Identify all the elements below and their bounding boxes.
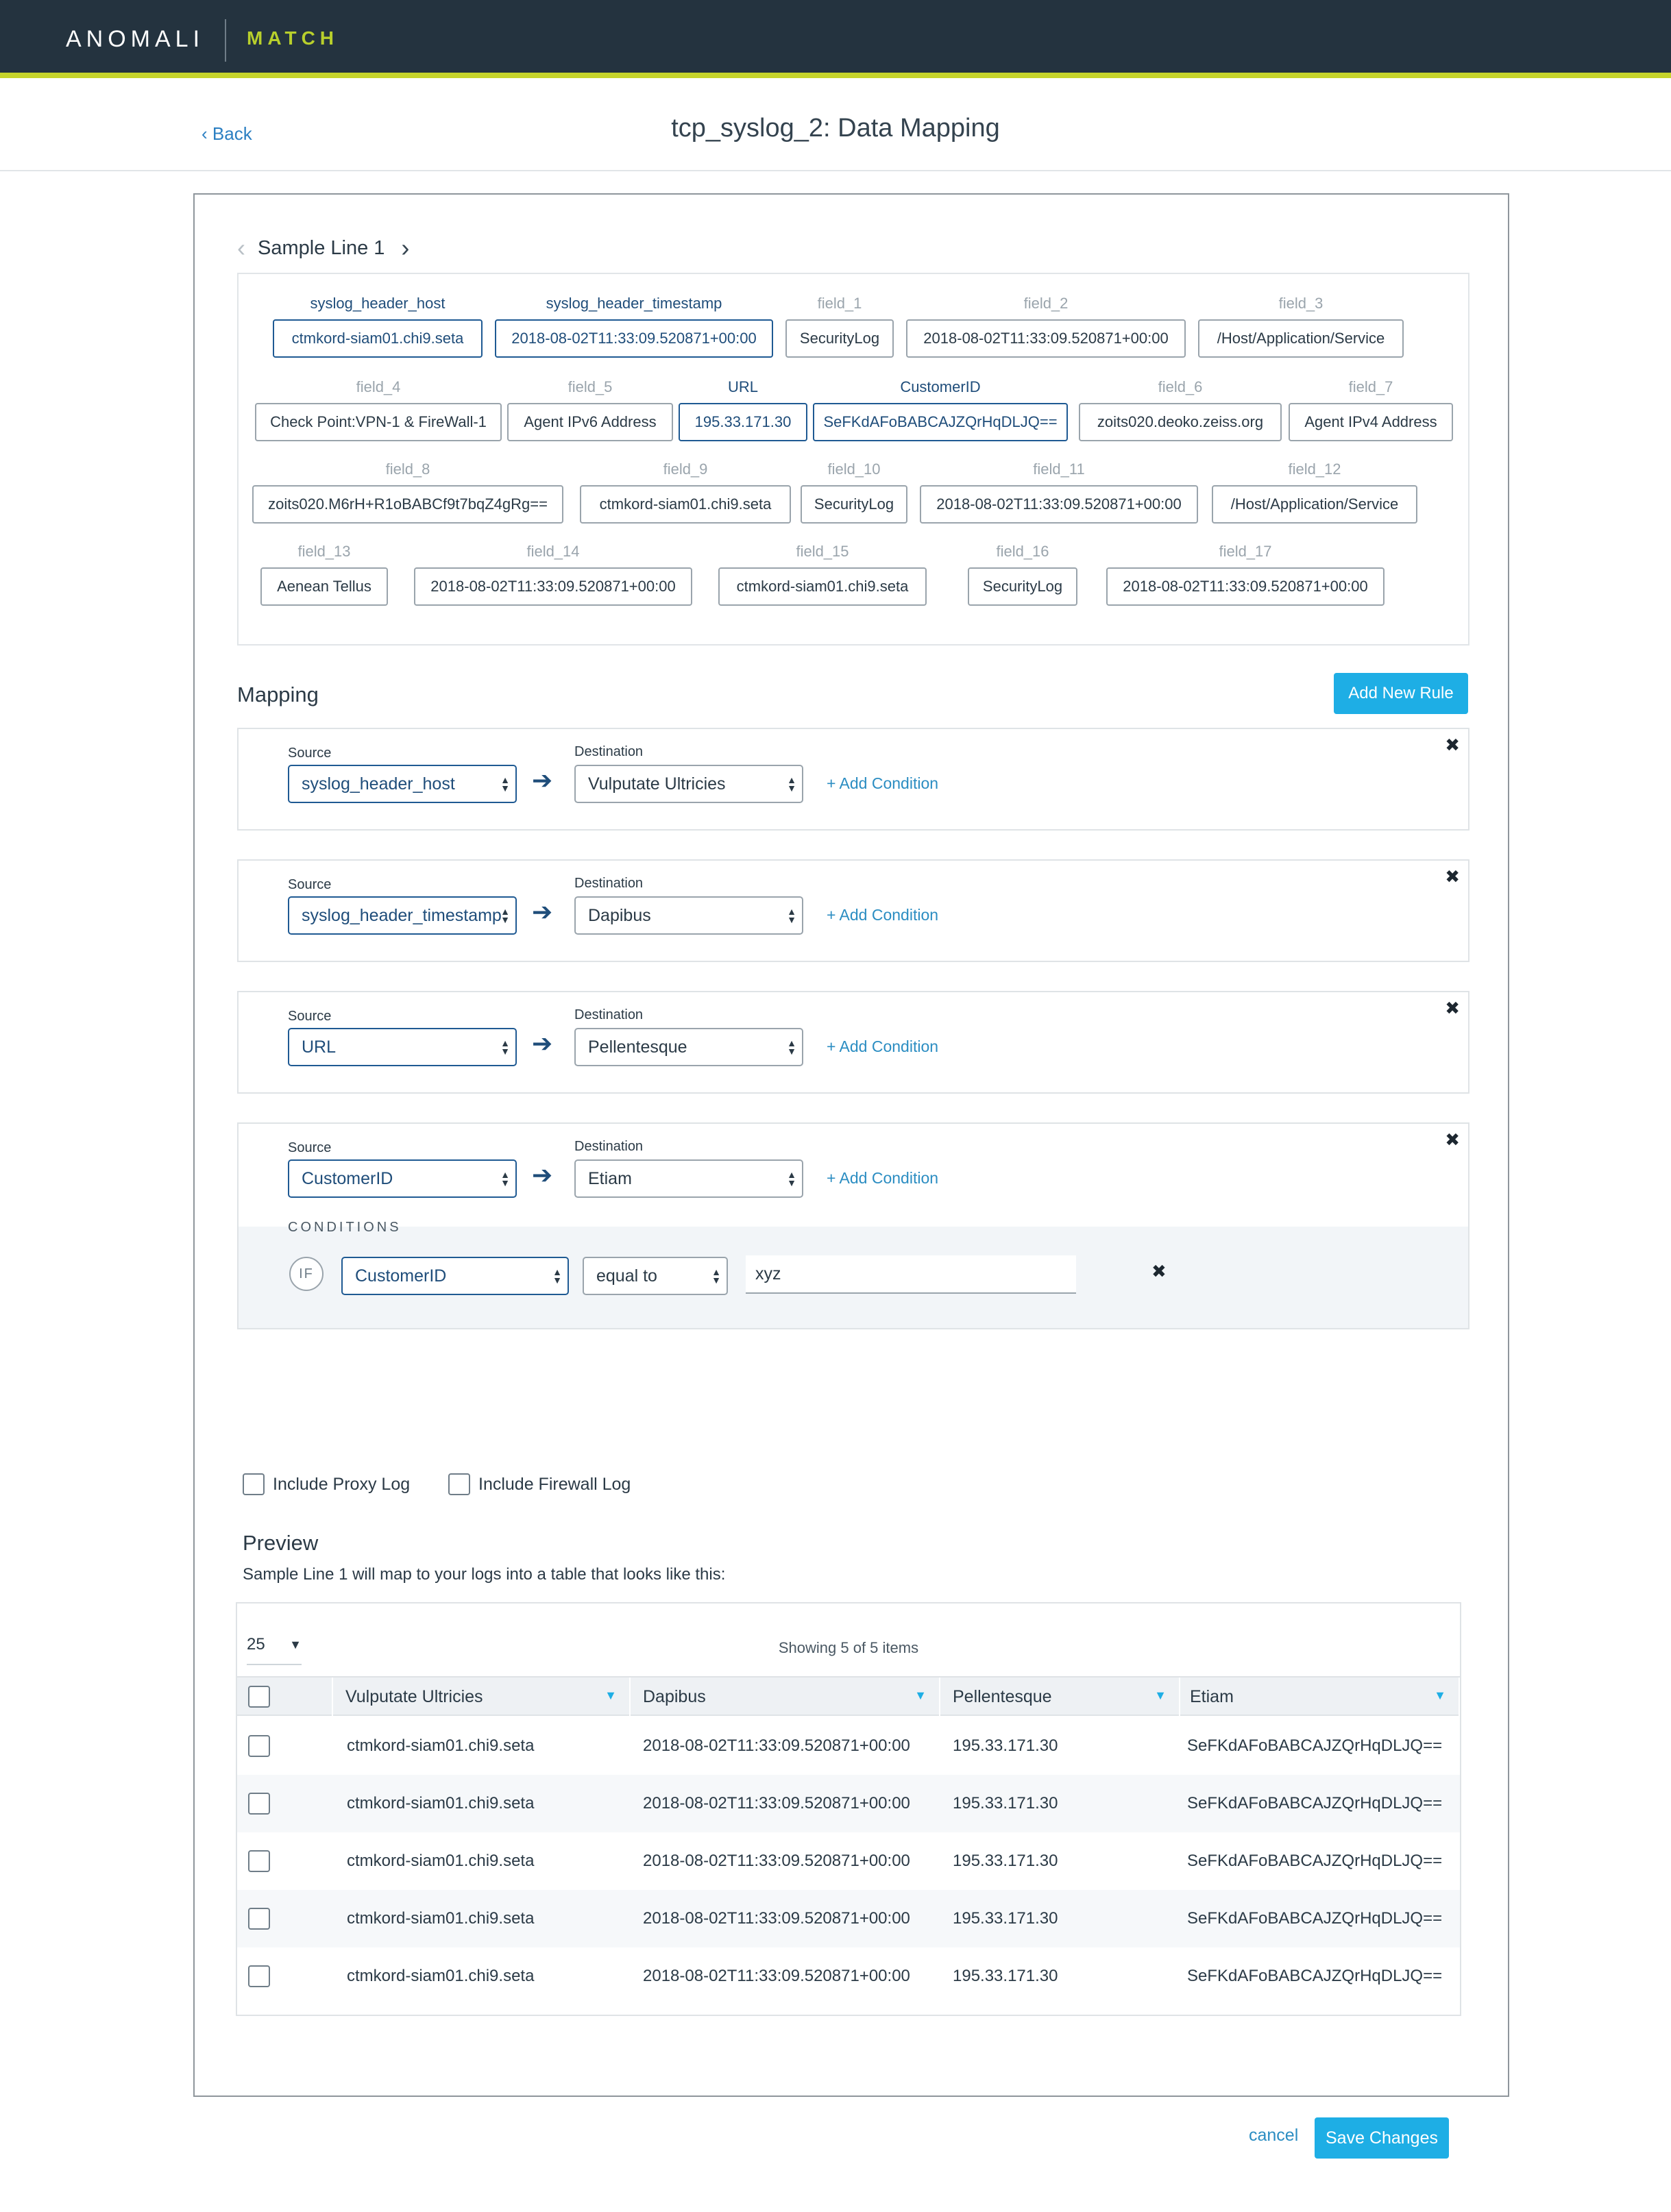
source-value: URL [302, 1037, 337, 1057]
field-chip[interactable] [580, 460, 791, 524]
conditions-label: CONDITIONS [288, 1220, 402, 1235]
add-condition-link[interactable]: + Add Condition [827, 1169, 939, 1187]
mapping-rule [237, 1122, 1469, 1329]
field-chip[interactable] [813, 378, 1068, 441]
page-header [0, 78, 1671, 171]
table-row[interactable] [237, 1890, 1460, 1947]
include-proxy-checkbox[interactable] [243, 1473, 265, 1495]
select-arrows-icon: ▲ ▼ [500, 1037, 510, 1057]
page-size-value: 25 [247, 1635, 265, 1654]
mapping-card [193, 193, 1509, 2097]
table-cell: SeFKdAFoBABCAJZQrHqDLJQ== [1187, 1852, 1443, 1870]
field-chip[interactable] [920, 460, 1198, 524]
condition-value-input[interactable]: xyz [746, 1255, 1076, 1294]
add-condition-link[interactable]: + Add Condition [827, 774, 939, 792]
close-icon[interactable]: ✖ [1445, 866, 1460, 887]
field-value: /Host/Application/Service [1198, 319, 1404, 358]
column-header[interactable] [940, 1678, 1180, 1716]
table-cell: SeFKdAFoBABCAJZQrHqDLJQ== [1187, 1909, 1443, 1928]
field-chip[interactable] [1198, 295, 1404, 358]
field-value: SecurityLog [785, 319, 894, 358]
field-name: field_11 [1033, 460, 1085, 478]
field-value: SeFKdAFoBABCAJZQrHqDLJQ== [813, 403, 1068, 441]
destination-select[interactable] [574, 896, 803, 935]
sort-caret-icon[interactable]: ▼ [1434, 1688, 1446, 1702]
select-arrows-icon: ▲ ▼ [552, 1266, 562, 1286]
field-name: URL [727, 378, 758, 395]
destination-value: Pellentesque [588, 1037, 687, 1057]
field-name: field_3 [1278, 295, 1324, 312]
condition-field-select[interactable] [341, 1257, 569, 1295]
table-cell: SeFKdAFoBABCAJZQrHqDLJQ== [1187, 1967, 1443, 1985]
mapping-rule [237, 859, 1469, 962]
table-cell: 2018-08-02T11:33:09.520871+00:00 [643, 1852, 910, 1870]
field-chip[interactable] [801, 460, 907, 524]
field-value: 195.33.171.30 [679, 403, 807, 441]
table-row[interactable] [237, 1947, 1460, 2005]
select-all-checkbox[interactable] [248, 1686, 270, 1708]
source-select[interactable] [288, 765, 517, 803]
table-cell: 195.33.171.30 [953, 1909, 1058, 1928]
source-label: Source [288, 1009, 332, 1024]
sort-caret-icon[interactable]: ▼ [914, 1688, 927, 1702]
field-value: Agent IPv4 Address [1289, 403, 1453, 441]
sort-caret-icon[interactable]: ▼ [1154, 1688, 1167, 1702]
field-value: Aenean Tellus [260, 567, 388, 606]
field-value: ctmkord-siam01.chi9.seta [718, 567, 927, 606]
field-value: zoits020.M6rH+R1oBABCf9t7bqZ4gRg== [252, 485, 563, 524]
field-name: field_6 [1158, 378, 1203, 395]
field-name: field_17 [1219, 543, 1272, 560]
field-value: Check Point:VPN-1 & FireWall-1 [255, 403, 502, 441]
source-select[interactable] [288, 896, 517, 935]
sample-fields [237, 273, 1469, 646]
table-cell: ctmkord-siam01.chi9.seta [347, 1852, 535, 1870]
if-badge: IF [289, 1257, 324, 1291]
field-name: field_10 [827, 460, 881, 478]
mapping-title: Mapping [237, 683, 319, 706]
field-name: field_15 [796, 543, 849, 560]
destination-label: Destination [574, 1139, 644, 1154]
add-condition-link[interactable]: + Add Condition [827, 906, 939, 924]
table-cell: 195.33.171.30 [953, 1852, 1058, 1870]
table-cell: 2018-08-02T11:33:09.520871+00:00 [643, 1794, 910, 1812]
field-chip[interactable] [1212, 460, 1417, 524]
field-chip[interactable] [718, 543, 927, 606]
field-name: field_8 [385, 460, 430, 478]
table-cell: 2018-08-02T11:33:09.520871+00:00 [643, 1736, 910, 1755]
table-cell: ctmkord-siam01.chi9.seta [347, 1909, 535, 1928]
select-arrows-icon: ▲ ▼ [500, 906, 510, 925]
destination-value: Vulputate Ultricies [588, 774, 726, 794]
field-name: CustomerID [900, 378, 981, 395]
select-arrows-icon: ▲ ▼ [787, 906, 796, 925]
select-arrows-icon: ▲ ▼ [711, 1266, 721, 1286]
close-icon[interactable]: ✖ [1445, 998, 1460, 1018]
cancel-link[interactable]: cancel [1249, 2126, 1299, 2145]
column-label: Pellentesque [953, 1686, 1052, 1706]
source-select[interactable] [288, 1028, 517, 1066]
include-firewall-checkbox[interactable] [448, 1473, 470, 1495]
sample-line-nav [237, 233, 409, 263]
preview-table [236, 1602, 1461, 2016]
chevron-right-icon[interactable]: › [401, 234, 410, 262]
include-proxy-label: Include Proxy Log [273, 1475, 411, 1494]
arrow-right-icon: ➔ [532, 1161, 553, 1189]
field-name: field_14 [526, 543, 580, 560]
table-cell: ctmkord-siam01.chi9.seta [347, 1794, 535, 1812]
field-name: syslog_header_timestamp [546, 295, 722, 312]
field-value: zoits020.deoko.zeiss.org [1079, 403, 1282, 441]
field-value: ctmkord-siam01.chi9.seta [273, 319, 483, 358]
arrow-right-icon: ➔ [532, 898, 553, 926]
source-select[interactable] [288, 1159, 517, 1198]
field-chip[interactable] [414, 543, 692, 606]
add-new-rule-button[interactable]: Add New Rule [1334, 673, 1468, 714]
sort-caret-icon[interactable]: ▼ [605, 1688, 617, 1702]
field-name: field_2 [1023, 295, 1069, 312]
top-bar [0, 0, 1671, 78]
field-chip[interactable] [260, 543, 388, 606]
field-value: 2018-08-02T11:33:09.520871+00:00 [906, 319, 1186, 358]
field-name: field_9 [663, 460, 708, 478]
field-name: field_16 [996, 543, 1049, 560]
table-cell: SeFKdAFoBABCAJZQrHqDLJQ== [1187, 1736, 1443, 1755]
row-checkbox[interactable] [248, 1735, 270, 1757]
field-name: syslog_header_host [310, 295, 446, 312]
field-chip[interactable] [252, 460, 563, 524]
arrow-right-icon: ➔ [532, 766, 553, 794]
source-value: syslog_header_timestamp [302, 905, 502, 925]
back-label: Back [212, 123, 252, 144]
field-value: Agent IPv6 Address [507, 403, 673, 441]
select-arrows-icon: ▲ ▼ [500, 774, 510, 794]
row-checkbox[interactable] [248, 1908, 270, 1930]
add-condition-link[interactable]: + Add Condition [827, 1037, 939, 1055]
source-value: CustomerID [302, 1168, 393, 1188]
field-value: 2018-08-02T11:33:09.520871+00:00 [1106, 567, 1385, 606]
source-label: Source [288, 877, 332, 892]
table-cell: 195.33.171.30 [953, 1967, 1058, 1985]
column-header[interactable] [1180, 1678, 1460, 1716]
select-all-cell [237, 1678, 333, 1716]
mapping-rule [237, 991, 1469, 1094]
include-firewall-label: Include Firewall Log [478, 1475, 631, 1494]
sample-line-label: Sample Line 1 [258, 236, 385, 259]
field-name: field_4 [356, 378, 401, 395]
chevron-left-icon: ‹ [202, 123, 212, 144]
field-chip[interactable] [507, 378, 673, 441]
field-value: SecurityLog [801, 485, 907, 524]
destination-select[interactable] [574, 765, 803, 803]
select-arrows-icon: ▲ ▼ [787, 774, 796, 794]
field-chip[interactable] [968, 543, 1077, 606]
items-count: Showing 5 of 5 items [778, 1639, 919, 1656]
close-icon[interactable]: ✖ [1151, 1261, 1167, 1281]
condition-operator-value: equal to [596, 1266, 657, 1286]
table-cell: 195.33.171.30 [953, 1736, 1058, 1755]
caret-down-icon: ▼ [289, 1638, 302, 1651]
field-name: field_13 [297, 543, 351, 560]
table-header [237, 1676, 1460, 1716]
destination-label: Destination [574, 1007, 644, 1022]
select-arrows-icon: ▲ ▼ [787, 1169, 796, 1188]
source-label: Source [288, 746, 332, 761]
source-value: syslog_header_host [302, 774, 455, 794]
logo-divider [225, 19, 226, 62]
product-name: MATCH [247, 27, 339, 49]
field-name: field_12 [1288, 460, 1341, 478]
close-icon[interactable]: ✖ [1445, 1129, 1460, 1150]
arrow-right-icon: ➔ [532, 1029, 553, 1057]
select-arrows-icon: ▲ ▼ [500, 1169, 510, 1188]
field-chip[interactable] [679, 378, 807, 441]
field-name: field_7 [1348, 378, 1393, 395]
destination-select[interactable] [574, 1028, 803, 1066]
save-changes-button[interactable]: Save Changes [1315, 2117, 1449, 2159]
field-value: SecurityLog [968, 567, 1077, 606]
field-chip[interactable] [255, 378, 502, 441]
condition-field-value: CustomerID [355, 1266, 447, 1286]
topbar-accent-stripe [0, 73, 1671, 78]
preview-title: Preview [243, 1531, 319, 1555]
field-value: 2018-08-02T11:33:09.520871+00:00 [920, 485, 1198, 524]
field-value: /Host/Application/Service [1212, 485, 1417, 524]
field-chip[interactable] [1106, 543, 1385, 606]
field-chip[interactable] [785, 295, 894, 358]
field-chip[interactable] [1289, 378, 1453, 441]
table-row[interactable] [237, 1832, 1460, 1890]
table-cell: 2018-08-02T11:33:09.520871+00:00 [643, 1967, 910, 1985]
field-value: 2018-08-02T11:33:09.520871+00:00 [495, 319, 773, 358]
table-row[interactable] [237, 1775, 1460, 1832]
select-arrows-icon: ▲ ▼ [787, 1037, 796, 1057]
field-name: field_1 [817, 295, 862, 312]
destination-label: Destination [574, 876, 644, 891]
table-cell: ctmkord-siam01.chi9.seta [347, 1967, 535, 1985]
table-cell: ctmkord-siam01.chi9.seta [347, 1736, 535, 1755]
field-name: field_5 [568, 378, 613, 395]
destination-label: Destination [574, 744, 644, 759]
page-title: tcp_syslog_2: Data Mapping [671, 114, 1000, 143]
column-header[interactable] [631, 1678, 940, 1716]
anomali-logo: ANOMALI [66, 26, 205, 52]
field-value: 2018-08-02T11:33:09.520871+00:00 [414, 567, 692, 606]
destination-value: Etiam [588, 1168, 632, 1188]
preview-subtitle: Sample Line 1 will map to your logs into a table that looks like this: [243, 1565, 726, 1584]
close-icon[interactable]: ✖ [1445, 735, 1460, 755]
column-label: Vulputate Ultricies [345, 1686, 483, 1706]
source-label: Source [288, 1140, 332, 1155]
mapping-rule [237, 728, 1469, 831]
row-checkbox[interactable] [248, 1793, 270, 1815]
table-cell: 195.33.171.30 [953, 1794, 1058, 1812]
column-header[interactable] [333, 1678, 631, 1716]
chevron-left-icon[interactable]: ‹ [237, 234, 245, 262]
row-checkbox[interactable] [248, 1850, 270, 1872]
field-chip[interactable] [495, 295, 773, 358]
destination-select[interactable] [574, 1159, 803, 1198]
table-row[interactable] [237, 1717, 1460, 1775]
column-label: Dapibus [643, 1686, 706, 1706]
column-label: Etiam [1190, 1686, 1234, 1706]
condition-operator-select[interactable] [583, 1257, 728, 1295]
field-value: ctmkord-siam01.chi9.seta [580, 485, 791, 524]
field-chip[interactable] [906, 295, 1186, 358]
field-chip[interactable] [1079, 378, 1282, 441]
table-cell: 2018-08-02T11:33:09.520871+00:00 [643, 1909, 910, 1928]
table-cell: SeFKdAFoBABCAJZQrHqDLJQ== [1187, 1794, 1443, 1812]
row-checkbox[interactable] [248, 1965, 270, 1987]
field-chip[interactable] [273, 295, 483, 358]
destination-value: Dapibus [588, 905, 651, 925]
